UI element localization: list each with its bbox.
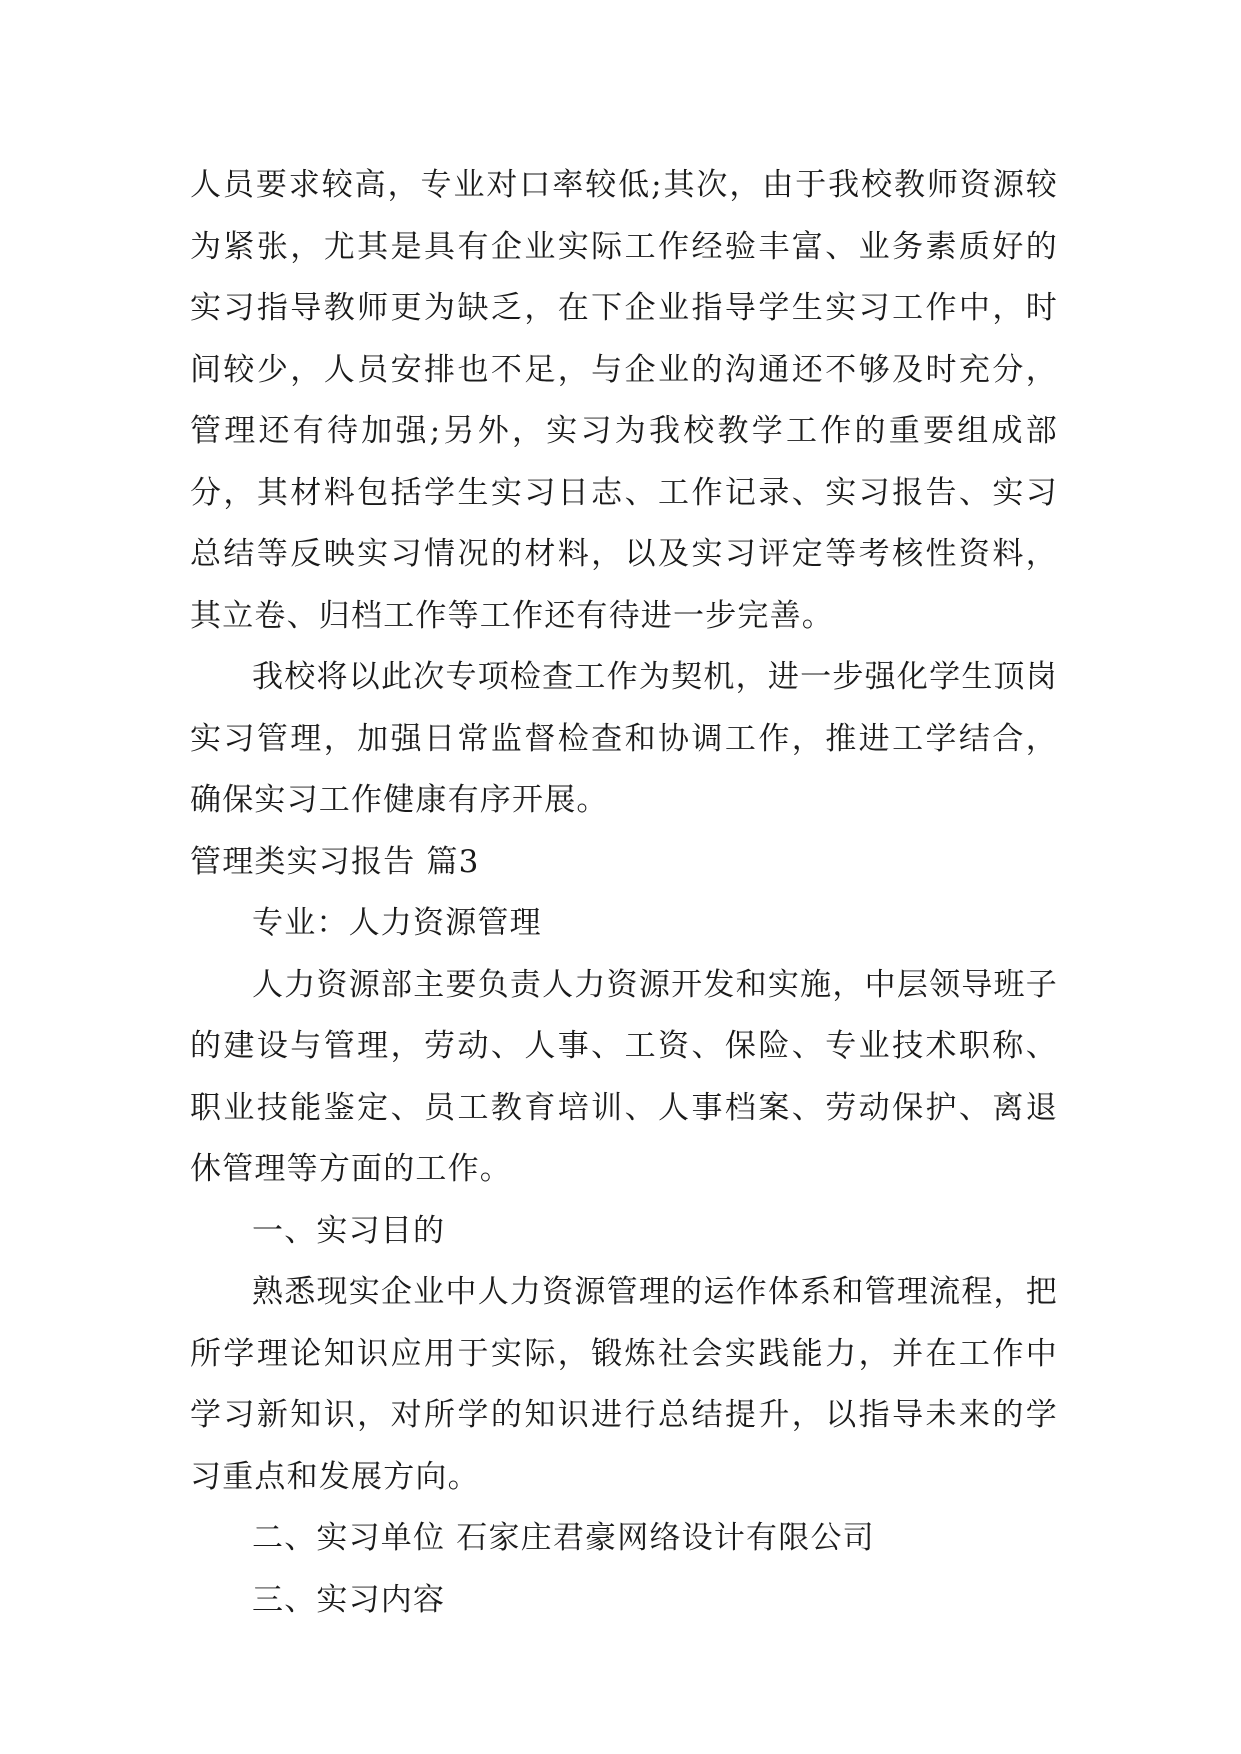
paragraph-hr-department: 人力资源部主要负责人力资源开发和实施，中层领导班子的建设与管理，劳动、人事、工资、保险、专业技术职称、职业技能鉴定、员工教育培训、人事档案、劳动保护、离退休管理等方面的工作。 xyxy=(190,966,1058,1187)
section-heading-report-3: 管理类实习报告 篇3 xyxy=(190,843,480,880)
paragraph-conclusion: 我校将以此次专项检查工作为契机，进一步强化学生顶岗实习管理，加强日常监督检查和协调工作，推进工学结合，确保实习工作健康有序开展。 xyxy=(190,659,1058,818)
document-body xyxy=(190,155,1058,1631)
heading-internship-content: 三、实习内容 xyxy=(252,1581,446,1618)
paragraph-problems-continued: 人员要求较高，专业对口率较低;其次，由于我校教师资源较为紧张，尤其是具有企业实际工作经验丰富、业务素质好的实习指导教师更为缺乏，在下企业指导学生实习工作中，时间较少，人员安排也不足，与企业的沟通还不够及时充分，管理还有待加强;另外，实习为我校教学工作的重要组成部分，其材料包括学生实习日志、工作记录、实习报告、实习总结等反映实习情况的材料，以及实习评定等考核性资料，其立卷、归档工作等工作还有待进一步完善。 xyxy=(190,167,1058,634)
heading-internship-purpose: 一、实习目的 xyxy=(252,1212,446,1249)
heading-internship-unit: 二、实习单位 石家庄君豪网络设计有限公司 xyxy=(252,1520,875,1556)
major-line: 专业：人力资源管理 xyxy=(252,905,542,941)
paragraph-internship-purpose: 熟悉现实企业中人力资源管理的运作体系和管理流程，把所学理论知识应用于实际，锻炼社会实践能力，并在工作中学习新知识，对所学的知识进行总结提升，以指导未来的学习重点和发展方向。 xyxy=(190,1274,1058,1495)
